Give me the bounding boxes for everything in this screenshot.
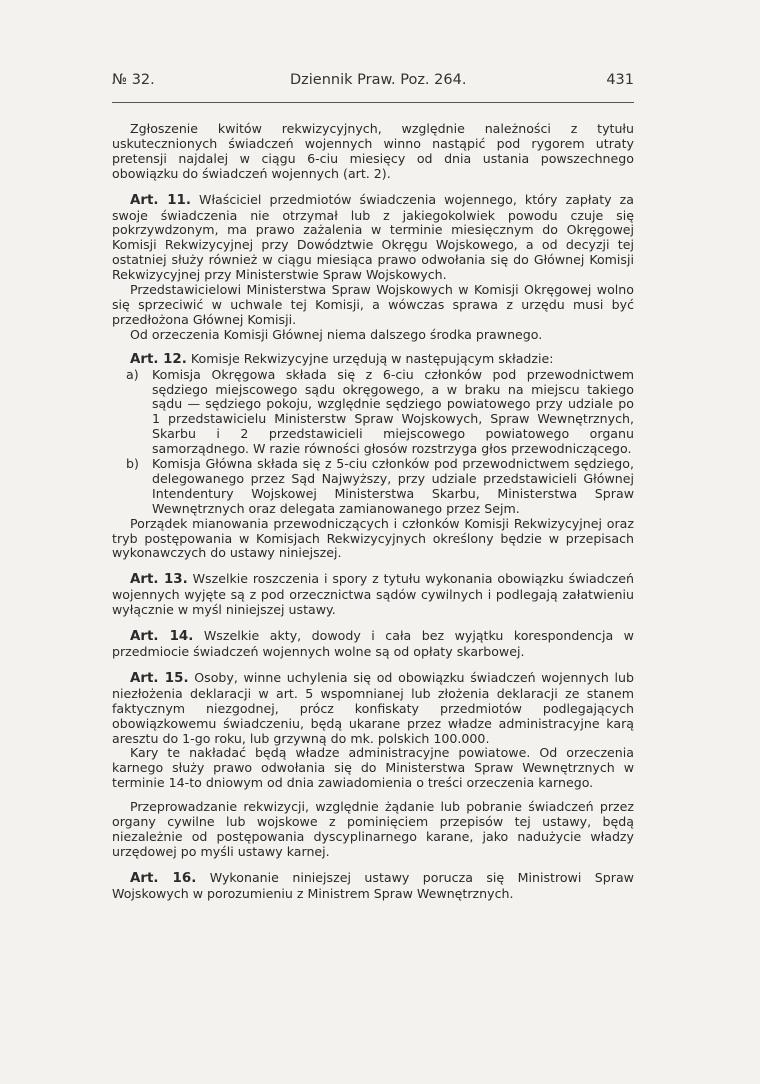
item-a-marker: a) [126, 366, 139, 382]
article-14 [112, 629, 634, 660]
article-12-item-a [126, 368, 634, 457]
article-14-text: Wszelkie akty, dowody i cała bez wyjątku korespondencja w przedmiocie świadczeń wojennych wolne są od opłaty skarbowej. [112, 628, 634, 659]
article-15-label: Art. 15. [130, 670, 189, 686]
article-12-item-b [126, 457, 634, 517]
article-11-paragraph-3: Od orzeczenia Komisji Głównej niema dalszego środka prawnego. [130, 326, 543, 342]
article-12-label: Art. 12. [130, 351, 187, 367]
article-14-label: Art. 14. [130, 629, 194, 645]
article-11-label: Art. 11. [130, 192, 191, 208]
article-12-paragraph-2: Porządek mianowania przewodniczących i członków Komisji Rekwizycyjnej oraz tryb postępowania w Komisjach Rekwizycyjnych określony będzie w przepisach wykonawczych do ustawy niniejszej. [112, 515, 634, 561]
article-16-text: Wykonanie niniejszej ustawy porucza się Ministrowi Spraw Wojskowych w porozumieniu z Ministrem Spraw Wewnętrznych. [112, 869, 634, 901]
journal-title: Dziennik Praw. Poz. 264. [290, 72, 467, 88]
page-header [112, 72, 634, 98]
page-number: 431 [606, 72, 634, 88]
article-13 [112, 572, 634, 618]
article-12 [112, 352, 634, 368]
article-11 [112, 193, 634, 283]
article-12-text: Komisje Rekwizycyjne urzędują w następującym składzie: [190, 350, 554, 366]
article-15-text: Osoby, winne uchylenia się od obowiązku świadczeń wojennych lub niezłożenia deklaracji w art. 5 wspomnianej lub złożenia deklaracji ze stanem faktycznym niezgodnej, prócz konfiskaty przedmiotów podlegających obowiązkowemu świadczeniu, będą ukarane przez władze administracyjne karą aresztu do 1-go roku, lub grzywną do mk. polskich 100.000. [112, 669, 634, 746]
article-15-paragraph-3: Przeprowadzanie rekwizycji, względnie żądanie lub pobranie świadczeń przez organy cywilne lub wojskowe z pominięciem przepisów tej ustawy, będą niezależnie od postępowania dyscyplinarnego karane, jako nadużycie władzy urzędowej po myśli ustawy karnej. [112, 799, 634, 859]
article-16-label: Art. 16. [130, 870, 197, 886]
issue-number: № 32. [112, 72, 155, 88]
item-a-text: Komisja Okręgowa składa się z 6-ciu członków pod przewodnictwem sędziego miejscowego sądu okręgowego, a w braku na miejscu takiego sądu — sędziego pokoju, względnie sędziego powiatowego przy udziale po 1 przedstawicielu Ministerstw Spraw Wojskowych, Spraw Wewnętrznych, Skarbu i 2 przedstawicieli miejscowego powiatowego organu samorządnego. W razie równości głosów rozstrzyga głos przewodniczącego. [152, 366, 634, 457]
document-body [112, 122, 634, 902]
article-13-label: Art. 13. [130, 572, 188, 588]
paragraph-claims-deadline: Zgłoszenie kwitów rekwizycyjnych, względnie należności z tytułu uskutecznionych świadczeń wojennych winno nastąpić pod rygorem utraty pretensji najdalej w ciągu 6-ciu miesięcy od dnia ustania powszechnego obowiązku do świadczeń wojennych (art. 2). [112, 121, 634, 181]
article-11-paragraph-2: Przedstawicielowi Ministerstwa Spraw Wojskowych w Komisji Okręgowej wolno się sprzeciwić w uchwale tej Komisji, a wówczas sprawa z urzędu musi być przedłożona Głównej Komisji. [112, 282, 634, 327]
article-16 [112, 871, 634, 902]
header-rule [112, 102, 634, 103]
item-b-marker: b) [126, 456, 139, 472]
article-15 [112, 671, 634, 747]
item-b-text: Komisja Główna składa się z 5-ciu członków pod przewodnictwem sędziego, delegowanego przez Sąd Najwyższy, przy udziale przedstawicieli Głównej Intendentury Wojskowej Ministerstwa Skarbu, Ministerstwa Spraw Wewnętrznych oraz delegata zamianowanego przez Sejm. [152, 456, 634, 516]
article-11-text: Właściciel przedmiotów świadczenia wojennego, który zapłaty za swoje świadczenia nie otrzymał lub z jakiegokolwiek powodu czuje się pokrzywdzonym, ma prawo zażalenia w terminie miesięcznym do Okręgowej Komisji Rekwizycyjnej przy Dowództwie Okręgu Wojskowego, a od decyzji tej ostatniej służy również w ciągu miesiąca prawo odwołania się do Głównej Komisji Rekwizycyjnej przy Ministerstwie Spraw Wojskowych. [112, 191, 634, 283]
article-15-paragraph-2: Kary te nakładać będą władze administracyjne powiatowe. Od orzeczenia karnego służy prawo odwołania się do Ministerstwa Spraw Wewnętrznych w terminie 14-to dniowym od dnia zawiadomienia o treści orzeczenia karnego. [112, 745, 634, 791]
article-13-text: Wszelkie roszczenia i spory z tytułu wykonania obowiązku świadczeń wojennych wyjęte są z pod orzecznictwa sądów cywilnych i podlegają załatwieniu wyłącznie w myśl niniejszej ustawy. [112, 571, 634, 618]
